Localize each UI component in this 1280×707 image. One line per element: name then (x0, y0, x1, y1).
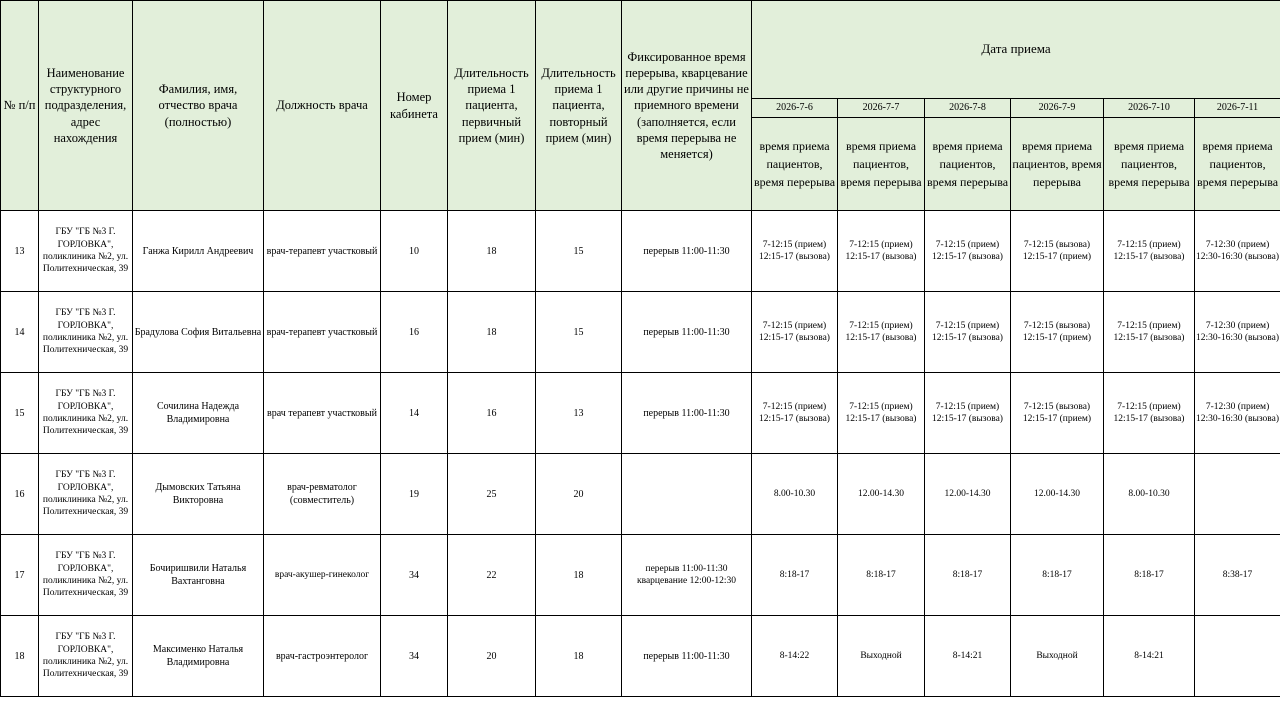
row-duration-repeat: 15 (536, 211, 622, 292)
day-subheader: время приема пациентов, время перерыва (1011, 118, 1104, 211)
row-doctor-name: Ганжа Кирилл Андреевич (133, 211, 264, 292)
row-duration-repeat: 18 (536, 535, 622, 616)
row-address: ГБУ "ГБ №3 Г. ГОРЛОВКА", поликлиника №2, ул. Политехническая, 39 (39, 373, 133, 454)
row-day-schedule: 8:18-17 (1104, 535, 1195, 616)
row-day-schedule: 7-12:15 (прием) 12:15-17 (вызова) (925, 373, 1011, 454)
row-num: 13 (1, 211, 39, 292)
header-duration-primary: Длительность приема 1 пациента, первичный прием (мин) (448, 1, 536, 211)
row-cabinet: 34 (381, 535, 448, 616)
row-duration-repeat: 20 (536, 454, 622, 535)
date-header: 2026-7-11 (1195, 99, 1280, 118)
row-day-schedule: 8:18-17 (925, 535, 1011, 616)
row-day-schedule: 8:18-17 (838, 535, 925, 616)
row-doctor-name: Брадулова София Витальевна (133, 292, 264, 373)
header-reception-date: Дата приема (752, 1, 1280, 99)
row-day-schedule: 7-12:15 (прием) 12:15-17 (вызова) (838, 211, 925, 292)
row-address: ГБУ "ГБ №3 Г. ГОРЛОВКА", поликлиника №2, ул. Политехническая, 39 (39, 292, 133, 373)
row-duration-repeat: 18 (536, 616, 622, 697)
date-header: 2026-7-6 (752, 99, 838, 118)
row-cabinet: 14 (381, 373, 448, 454)
row-day-schedule: 7-12:15 (вызова) 12:15-17 (прием) (1011, 211, 1104, 292)
day-subheader: время приема пациентов, время перерыва (838, 118, 925, 211)
row-day-schedule: 7-12:30 (прием) 12:30-16:30 (вызова) (1195, 373, 1280, 454)
row-num: 17 (1, 535, 39, 616)
date-header: 2026-7-8 (925, 99, 1011, 118)
table-row (1, 373, 1280, 454)
row-day-schedule (1195, 454, 1280, 535)
row-num: 15 (1, 373, 39, 454)
row-day-schedule: 12.00-14.30 (838, 454, 925, 535)
row-break: перерыв 11:00-11:30 (622, 373, 752, 454)
row-day-schedule: 7-12:15 (прием) 12:15-17 (вызова) (925, 292, 1011, 373)
row-cabinet: 16 (381, 292, 448, 373)
row-day-schedule: 12.00-14.30 (1011, 454, 1104, 535)
day-subheader: время приема пациентов, время перерыва (1104, 118, 1195, 211)
row-day-schedule: 7-12:15 (прием) 12:15-17 (вызова) (925, 211, 1011, 292)
row-day-schedule: 7-12:15 (прием) 12:15-17 (вызова) (752, 373, 838, 454)
row-day-schedule: 7-12:15 (вызова) 12:15-17 (прием) (1011, 292, 1104, 373)
row-position: врач-терапевт участковый (264, 211, 381, 292)
table-row (1, 211, 1280, 292)
day-subheader: время приема пациентов, время перерыва (1195, 118, 1280, 211)
row-day-schedule: 8:38-17 (1195, 535, 1280, 616)
row-address: ГБУ "ГБ №3 Г. ГОРЛОВКА", поликлиника №2, ул. Политехническая, 39 (39, 211, 133, 292)
row-break: перерыв 11:00-11:30 (622, 211, 752, 292)
row-duration-repeat: 15 (536, 292, 622, 373)
row-day-schedule: 7-12:30 (прием) 12:30-16:30 (вызова) (1195, 211, 1280, 292)
day-subheader: время приема пациентов, время перерыва (752, 118, 838, 211)
row-doctor-name: Бочиришвили Наталья Вахтанговна (133, 535, 264, 616)
row-duration-primary: 20 (448, 616, 536, 697)
table-row (1, 454, 1280, 535)
row-address: ГБУ "ГБ №3 Г. ГОРЛОВКА", поликлиника №2, ул. Политехническая, 39 (39, 616, 133, 697)
row-day-schedule: 7-12:15 (прием) 12:15-17 (вызова) (752, 211, 838, 292)
header-doctor-name: Фамилия, имя, отчество врача (полностью) (133, 1, 264, 211)
row-num: 18 (1, 616, 39, 697)
row-day-schedule: 7-12:15 (прием) 12:15-17 (вызова) (752, 292, 838, 373)
row-day-schedule: Выходной (1011, 616, 1104, 697)
row-num: 14 (1, 292, 39, 373)
row-day-schedule: 7-12:15 (вызова) 12:15-17 (прием) (1011, 373, 1104, 454)
row-day-schedule (1195, 616, 1280, 697)
row-position: врач-терапевт участковый (264, 292, 381, 373)
date-header: 2026-7-10 (1104, 99, 1195, 118)
row-day-schedule: Выходной (838, 616, 925, 697)
row-day-schedule: 8-14:22 (752, 616, 838, 697)
table-row (1, 292, 1280, 373)
row-day-schedule: 12.00-14.30 (925, 454, 1011, 535)
row-duration-primary: 16 (448, 373, 536, 454)
row-num: 16 (1, 454, 39, 535)
row-break: перерыв 11:00-11:30 кварцевание 12:00-12:30 (622, 535, 752, 616)
header-num: № п/п (1, 1, 39, 211)
header-position: Должность врача (264, 1, 381, 211)
table-row (1, 535, 1280, 616)
row-address: ГБУ "ГБ №3 Г. ГОРЛОВКА", поликлиника №2, ул. Политехническая, 39 (39, 535, 133, 616)
row-break: перерыв 11:00-11:30 (622, 616, 752, 697)
date-header: 2026-7-9 (1011, 99, 1104, 118)
row-position: врач терапевт участковый (264, 373, 381, 454)
header-cabinet: Номер кабинета (381, 1, 448, 211)
row-doctor-name: Максименко Наталья Владимировна (133, 616, 264, 697)
row-day-schedule: 8.00-10.30 (752, 454, 838, 535)
row-day-schedule: 7-12:30 (прием) 12:30-16:30 (вызова) (1195, 292, 1280, 373)
table-row (1, 616, 1280, 697)
row-doctor-name: Сочилина Надежда Владимировна (133, 373, 264, 454)
row-day-schedule: 7-12:15 (прием) 12:15-17 (вызова) (1104, 211, 1195, 292)
date-header: 2026-7-7 (838, 99, 925, 118)
row-duration-repeat: 13 (536, 373, 622, 454)
row-duration-primary: 22 (448, 535, 536, 616)
header-department: Наименование структурного подразделения, адрес нахождения (39, 1, 133, 211)
row-duration-primary: 25 (448, 454, 536, 535)
row-day-schedule: 8-14:21 (1104, 616, 1195, 697)
row-position: врач-ревматолог (совместитель) (264, 454, 381, 535)
row-cabinet: 10 (381, 211, 448, 292)
row-cabinet: 34 (381, 616, 448, 697)
header-duration-repeat: Длительность приема 1 пациента, повторный прием (мин) (536, 1, 622, 211)
row-break (622, 454, 752, 535)
header-break-time: Фиксированное время перерыва, кварцевание или другие причины не приемного времени (заполняется, если время перерыва не меняется) (622, 1, 752, 211)
row-day-schedule: 8-14:21 (925, 616, 1011, 697)
row-day-schedule: 7-12:15 (прием) 12:15-17 (вызова) (838, 373, 925, 454)
row-position: врач-акушер-гинеколог (264, 535, 381, 616)
row-doctor-name: Дымовских Татьяна Викторовна (133, 454, 264, 535)
row-duration-primary: 18 (448, 211, 536, 292)
row-day-schedule: 8:18-17 (752, 535, 838, 616)
row-day-schedule: 8.00-10.30 (1104, 454, 1195, 535)
row-day-schedule: 7-12:15 (прием) 12:15-17 (вызова) (838, 292, 925, 373)
row-position: врач-гастроэнтеролог (264, 616, 381, 697)
row-day-schedule: 7-12:15 (прием) 12:15-17 (вызова) (1104, 292, 1195, 373)
row-duration-primary: 18 (448, 292, 536, 373)
row-day-schedule: 7-12:15 (прием) 12:15-17 (вызова) (1104, 373, 1195, 454)
row-break: перерыв 11:00-11:30 (622, 292, 752, 373)
row-day-schedule: 8:18-17 (1011, 535, 1104, 616)
day-subheader: время приема пациентов, время перерыва (925, 118, 1011, 211)
row-address: ГБУ "ГБ №3 Г. ГОРЛОВКА", поликлиника №2, ул. Политехническая, 39 (39, 454, 133, 535)
row-cabinet: 19 (381, 454, 448, 535)
